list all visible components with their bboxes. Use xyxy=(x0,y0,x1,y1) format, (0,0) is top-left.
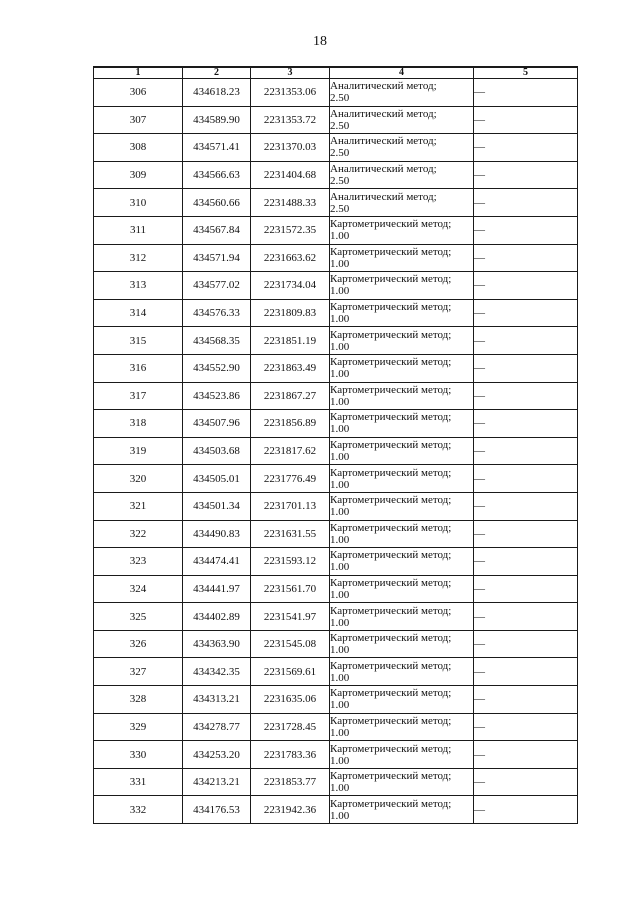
method-name: Картометрический метод; xyxy=(330,576,452,589)
method-accuracy: 1.00 xyxy=(330,478,350,491)
table-row xyxy=(94,410,578,438)
y-coordinate-cell: 2231734.04 xyxy=(251,272,330,300)
method-accuracy: 1.00 xyxy=(330,368,350,381)
note-cell: — xyxy=(474,686,578,714)
table-row xyxy=(94,106,578,134)
method-cell xyxy=(330,465,474,493)
method-name: Аналитический метод; xyxy=(330,135,437,148)
x-coordinate-cell: 434363.90 xyxy=(183,630,251,658)
method-cell xyxy=(330,161,474,189)
point-number-cell: 312 xyxy=(94,244,183,272)
header-col-3: 3 xyxy=(251,67,330,79)
method-cell xyxy=(330,575,474,603)
table-row xyxy=(94,437,578,465)
x-coordinate-cell: 434402.89 xyxy=(183,603,251,631)
note-cell: — xyxy=(474,465,578,493)
point-number-cell: 306 xyxy=(94,79,183,107)
method-cell xyxy=(330,630,474,658)
method-accuracy: 2.50 xyxy=(330,175,350,188)
point-number-cell: 322 xyxy=(94,520,183,548)
y-coordinate-cell: 2231593.12 xyxy=(251,548,330,576)
y-coordinate-cell: 2231728.45 xyxy=(251,713,330,741)
x-coordinate-cell: 434618.23 xyxy=(183,79,251,107)
method-accuracy: 2.50 xyxy=(330,202,350,215)
point-number-cell: 310 xyxy=(94,189,183,217)
x-coordinate-cell: 434589.90 xyxy=(183,106,251,134)
method-name: Аналитический метод; xyxy=(330,107,437,120)
method-accuracy: 1.00 xyxy=(330,782,350,795)
method-cell xyxy=(330,410,474,438)
method-cell xyxy=(330,768,474,796)
point-number-cell: 327 xyxy=(94,658,183,686)
note-cell: — xyxy=(474,630,578,658)
x-coordinate-cell: 434552.90 xyxy=(183,354,251,382)
method-cell xyxy=(330,658,474,686)
method-name: Картометрический метод; xyxy=(330,521,452,534)
method-cell xyxy=(330,106,474,134)
y-coordinate-cell: 2231353.06 xyxy=(251,79,330,107)
x-coordinate-cell: 434278.77 xyxy=(183,713,251,741)
method-accuracy: 1.00 xyxy=(330,340,350,353)
table-row xyxy=(94,658,578,686)
table-row xyxy=(94,741,578,769)
method-name: Картометрический метод; xyxy=(330,797,452,810)
note-cell: — xyxy=(474,244,578,272)
method-cell xyxy=(330,741,474,769)
table-row xyxy=(94,603,578,631)
note-cell: — xyxy=(474,520,578,548)
table-row xyxy=(94,630,578,658)
point-number-cell: 321 xyxy=(94,492,183,520)
table-row xyxy=(94,520,578,548)
note-cell: — xyxy=(474,299,578,327)
method-name: Картометрический метод; xyxy=(330,218,452,231)
x-coordinate-cell: 434567.84 xyxy=(183,216,251,244)
y-coordinate-cell: 2231561.70 xyxy=(251,575,330,603)
method-name: Картометрический метод; xyxy=(330,632,452,645)
x-coordinate-cell: 434253.20 xyxy=(183,741,251,769)
point-number-cell: 330 xyxy=(94,741,183,769)
coordinates-table xyxy=(93,66,578,824)
table-row xyxy=(94,327,578,355)
note-cell: — xyxy=(474,603,578,631)
table-row xyxy=(94,575,578,603)
table-row xyxy=(94,299,578,327)
point-number-cell: 315 xyxy=(94,327,183,355)
x-coordinate-cell: 434560.66 xyxy=(183,189,251,217)
method-accuracy: 1.00 xyxy=(330,313,350,326)
method-cell xyxy=(330,686,474,714)
y-coordinate-cell: 2231545.08 xyxy=(251,630,330,658)
y-coordinate-cell: 2231809.83 xyxy=(251,299,330,327)
method-accuracy: 1.00 xyxy=(330,395,350,408)
x-coordinate-cell: 434503.68 xyxy=(183,437,251,465)
method-name: Картометрический метод; xyxy=(330,742,452,755)
x-coordinate-cell: 434490.83 xyxy=(183,520,251,548)
table-row xyxy=(94,492,578,520)
y-coordinate-cell: 2231541.97 xyxy=(251,603,330,631)
table-row xyxy=(94,686,578,714)
point-number-cell: 308 xyxy=(94,134,183,162)
method-accuracy: 2.50 xyxy=(330,147,350,160)
note-cell: — xyxy=(474,768,578,796)
point-number-cell: 307 xyxy=(94,106,183,134)
method-name: Картометрический метод; xyxy=(330,659,452,672)
point-number-cell: 323 xyxy=(94,548,183,576)
y-coordinate-cell: 2231867.27 xyxy=(251,382,330,410)
y-coordinate-cell: 2231701.13 xyxy=(251,492,330,520)
note-cell: — xyxy=(474,437,578,465)
header-row xyxy=(94,67,578,79)
table-row xyxy=(94,79,578,107)
note-cell: — xyxy=(474,575,578,603)
x-coordinate-cell: 434213.21 xyxy=(183,768,251,796)
point-number-cell: 313 xyxy=(94,272,183,300)
y-coordinate-cell: 2231853.77 xyxy=(251,768,330,796)
method-cell xyxy=(330,354,474,382)
table-row xyxy=(94,216,578,244)
method-accuracy: 1.00 xyxy=(330,257,350,270)
y-coordinate-cell: 2231370.03 xyxy=(251,134,330,162)
x-coordinate-cell: 434568.35 xyxy=(183,327,251,355)
note-cell: — xyxy=(474,410,578,438)
method-accuracy: 1.00 xyxy=(330,423,350,436)
method-name: Картометрический метод; xyxy=(330,383,452,396)
header-col-4: 4 xyxy=(330,67,474,79)
method-cell xyxy=(330,79,474,107)
method-cell xyxy=(330,244,474,272)
method-name: Картометрический метод; xyxy=(330,714,452,727)
method-name: Картометрический метод; xyxy=(330,439,452,452)
method-accuracy: 1.00 xyxy=(330,561,350,574)
point-number-cell: 316 xyxy=(94,354,183,382)
y-coordinate-cell: 2231572.35 xyxy=(251,216,330,244)
x-coordinate-cell: 434523.86 xyxy=(183,382,251,410)
table-row xyxy=(94,134,578,162)
table-row xyxy=(94,713,578,741)
method-name: Картометрический метод; xyxy=(330,411,452,424)
method-cell xyxy=(330,520,474,548)
x-coordinate-cell: 434576.33 xyxy=(183,299,251,327)
method-name: Картометрический метод; xyxy=(330,687,452,700)
x-coordinate-cell: 434441.97 xyxy=(183,575,251,603)
x-coordinate-cell: 434577.02 xyxy=(183,272,251,300)
y-coordinate-cell: 2231851.19 xyxy=(251,327,330,355)
method-cell xyxy=(330,216,474,244)
point-number-cell: 309 xyxy=(94,161,183,189)
y-coordinate-cell: 2231631.55 xyxy=(251,520,330,548)
method-cell xyxy=(330,796,474,824)
method-name: Картометрический метод; xyxy=(330,770,452,783)
method-accuracy: 1.00 xyxy=(330,285,350,298)
method-cell xyxy=(330,382,474,410)
y-coordinate-cell: 2231635.06 xyxy=(251,686,330,714)
method-accuracy: 2.50 xyxy=(330,119,350,132)
method-cell xyxy=(330,134,474,162)
x-coordinate-cell: 434505.01 xyxy=(183,465,251,493)
x-coordinate-cell: 434501.34 xyxy=(183,492,251,520)
method-cell xyxy=(330,492,474,520)
table-row xyxy=(94,796,578,824)
y-coordinate-cell: 2231663.62 xyxy=(251,244,330,272)
table-row xyxy=(94,382,578,410)
method-name: Картометрический метод; xyxy=(330,356,452,369)
method-accuracy: 1.00 xyxy=(330,588,350,601)
method-accuracy: 1.00 xyxy=(330,754,350,767)
method-cell xyxy=(330,713,474,741)
note-cell: — xyxy=(474,741,578,769)
x-coordinate-cell: 434571.94 xyxy=(183,244,251,272)
note-cell: — xyxy=(474,272,578,300)
table-row xyxy=(94,548,578,576)
method-accuracy: 1.00 xyxy=(330,644,350,657)
point-number-cell: 319 xyxy=(94,437,183,465)
method-name: Картометрический метод; xyxy=(330,245,452,258)
table-header xyxy=(94,67,578,79)
method-accuracy: 1.00 xyxy=(330,451,350,464)
method-name: Картометрический метод; xyxy=(330,328,452,341)
table-row xyxy=(94,768,578,796)
x-coordinate-cell: 434566.63 xyxy=(183,161,251,189)
y-coordinate-cell: 2231404.68 xyxy=(251,161,330,189)
point-number-cell: 317 xyxy=(94,382,183,410)
method-accuracy: 1.00 xyxy=(330,616,350,629)
y-coordinate-cell: 2231569.61 xyxy=(251,658,330,686)
method-name: Картометрический метод; xyxy=(330,301,452,314)
y-coordinate-cell: 2231776.49 xyxy=(251,465,330,493)
header-col-2: 2 xyxy=(183,67,251,79)
method-cell xyxy=(330,603,474,631)
method-cell xyxy=(330,299,474,327)
method-cell xyxy=(330,327,474,355)
note-cell: — xyxy=(474,134,578,162)
method-accuracy: 1.00 xyxy=(330,726,350,739)
method-accuracy: 2.50 xyxy=(330,92,350,105)
y-coordinate-cell: 2231817.62 xyxy=(251,437,330,465)
note-cell: — xyxy=(474,658,578,686)
note-cell: — xyxy=(474,216,578,244)
y-coordinate-cell: 2231783.36 xyxy=(251,741,330,769)
note-cell: — xyxy=(474,713,578,741)
y-coordinate-cell: 2231353.72 xyxy=(251,106,330,134)
point-number-cell: 314 xyxy=(94,299,183,327)
point-number-cell: 332 xyxy=(94,796,183,824)
point-number-cell: 326 xyxy=(94,630,183,658)
method-name: Картометрический метод; xyxy=(330,273,452,286)
note-cell: — xyxy=(474,79,578,107)
method-cell xyxy=(330,189,474,217)
method-name: Картометрический метод; xyxy=(330,604,452,617)
note-cell: — xyxy=(474,492,578,520)
table-row xyxy=(94,354,578,382)
y-coordinate-cell: 2231488.33 xyxy=(251,189,330,217)
table-row xyxy=(94,189,578,217)
header-col-5: 5 xyxy=(474,67,578,79)
note-cell: — xyxy=(474,548,578,576)
method-accuracy: 1.00 xyxy=(330,506,350,519)
table-row xyxy=(94,244,578,272)
note-cell: — xyxy=(474,189,578,217)
point-number-cell: 320 xyxy=(94,465,183,493)
method-accuracy: 1.00 xyxy=(330,671,350,684)
x-coordinate-cell: 434176.53 xyxy=(183,796,251,824)
table-row xyxy=(94,161,578,189)
x-coordinate-cell: 434313.21 xyxy=(183,686,251,714)
point-number-cell: 318 xyxy=(94,410,183,438)
point-number-cell: 311 xyxy=(94,216,183,244)
method-name: Аналитический метод; xyxy=(330,163,437,176)
note-cell: — xyxy=(474,161,578,189)
x-coordinate-cell: 434342.35 xyxy=(183,658,251,686)
table-row xyxy=(94,272,578,300)
note-cell: — xyxy=(474,106,578,134)
x-coordinate-cell: 434507.96 xyxy=(183,410,251,438)
header-col-1: 1 xyxy=(94,67,183,79)
page-number: 18 xyxy=(313,34,327,49)
method-cell xyxy=(330,548,474,576)
method-accuracy: 1.00 xyxy=(330,533,350,546)
method-cell xyxy=(330,272,474,300)
note-cell: — xyxy=(474,796,578,824)
method-accuracy: 1.00 xyxy=(330,699,350,712)
method-cell xyxy=(330,437,474,465)
method-name: Аналитический метод; xyxy=(330,80,437,93)
method-name: Картометрический метод; xyxy=(330,549,452,562)
point-number-cell: 325 xyxy=(94,603,183,631)
note-cell: — xyxy=(474,354,578,382)
y-coordinate-cell: 2231942.36 xyxy=(251,796,330,824)
x-coordinate-cell: 434571.41 xyxy=(183,134,251,162)
method-accuracy: 1.00 xyxy=(330,230,350,243)
note-cell: — xyxy=(474,327,578,355)
method-name: Картометрический метод; xyxy=(330,466,452,479)
point-number-cell: 331 xyxy=(94,768,183,796)
table-row xyxy=(94,465,578,493)
point-number-cell: 328 xyxy=(94,686,183,714)
method-name: Аналитический метод; xyxy=(330,190,437,203)
y-coordinate-cell: 2231856.89 xyxy=(251,410,330,438)
note-cell: — xyxy=(474,382,578,410)
point-number-cell: 329 xyxy=(94,713,183,741)
method-name: Картометрический метод; xyxy=(330,494,452,507)
point-number-cell: 324 xyxy=(94,575,183,603)
table-body xyxy=(94,79,578,824)
y-coordinate-cell: 2231863.49 xyxy=(251,354,330,382)
method-accuracy: 1.00 xyxy=(330,809,350,822)
x-coordinate-cell: 434474.41 xyxy=(183,548,251,576)
